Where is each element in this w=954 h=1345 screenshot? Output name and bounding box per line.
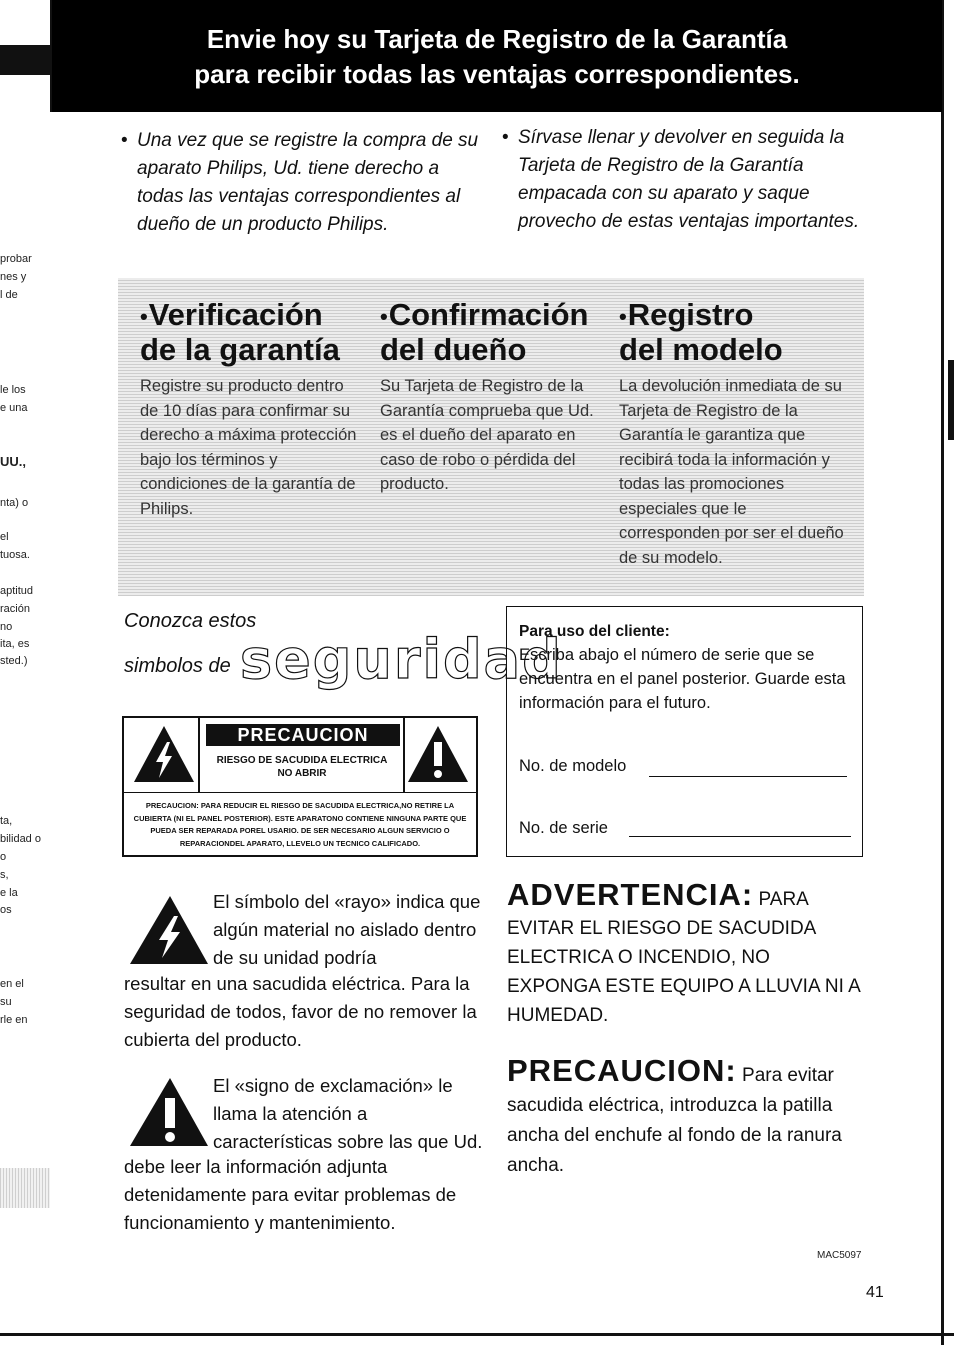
- header-banner: [52, 0, 942, 112]
- feature-text: La devolución inmediata de su Tarjeta de Registro de la Garantía le garantiza que recibirá toda la información y todas las promociones especiales que le corresponden por ser el dueño de su modelo.: [619, 377, 844, 567]
- feature-verificacion: [140, 298, 362, 521]
- page-number: 41: [866, 1284, 884, 1301]
- margin-fragment: o: [0, 851, 7, 863]
- rayo-text-head: El símbolo del «rayo» indica que algún material no aislado dentro de su unidad podría: [213, 891, 481, 968]
- intro-left-text: Una vez que se registre la compra de su aparato Philips, Ud. tiene derecho a todas las ventajas correspondientes al dueño de un producto Philips.: [137, 130, 479, 235]
- margin-fragment: nes y: [0, 271, 27, 283]
- serial-number-label: No. de serie: [519, 819, 608, 837]
- left-margin-fragments: [0, 0, 60, 1345]
- document-code: MAC5097: [817, 1250, 862, 1261]
- margin-fragment: e la: [0, 887, 18, 899]
- feature-title: •Verificación de la garantía: [140, 297, 340, 368]
- intro-right-text: Sírvase llenar y devolver en seguida la Tarjeta de Registro de la Garantía empacada con su aparato y saque provecho de estas ventajas importantes.: [518, 127, 860, 232]
- exclamation-triangle-icon: [126, 1076, 210, 1148]
- rayo-text-tail: resultar en una sacudida eléctrica. Para la seguridad de todos, favor de no remover la cubierta del producto.: [124, 973, 477, 1050]
- feature-title: •Confirmación del dueño: [380, 297, 589, 368]
- warning-label-top: [124, 718, 476, 793]
- bottom-rule: [0, 1333, 954, 1336]
- precaucion-word: PRECAUCION:: [507, 1053, 737, 1088]
- feature-confirmacion: [380, 298, 598, 497]
- lightning-triangle-icon: [132, 724, 196, 784]
- margin-fragment: rle en: [0, 1014, 28, 1026]
- margin-fragment: tuosa.: [0, 549, 30, 561]
- margin-fragment: e una: [0, 402, 28, 414]
- exclamacion-text-head: El «signo de exclamación» le llama la atención a características sobre las que Ud.: [213, 1075, 483, 1152]
- exclamation-triangle-icon: [406, 724, 470, 784]
- margin-fragment: sted.): [0, 655, 28, 667]
- customer-use-heading: Para uso del cliente:: [519, 623, 670, 640]
- margin-fragment: os: [0, 904, 12, 916]
- feature-registro: [619, 298, 844, 570]
- warning-label-subtitle: RIESGO DE SACUDIDA ELECTRICA NO ABRIR: [216, 755, 388, 779]
- customer-use-body: Escriba abajo el número de serie que se encuentra en el panel posterior. Guarde esta información para el futuro.: [519, 646, 846, 712]
- feature-text: Registre su producto dentro de 10 días para confirmar su derecho a máxima protección bajo los términos y condiciones de la garantía de Philips.: [140, 377, 357, 518]
- advertencia-text: PARA EVITAR EL RIESGO DE SACUDIDA ELECTRICA O INCENDIO, NO EXPONGA ESTE EQUIPO A LLUVIA NI A HUMEDAD.: [507, 889, 860, 1026]
- margin-fragment: su: [0, 996, 12, 1008]
- margin-fragment: no: [0, 621, 13, 633]
- bullet: •: [121, 130, 128, 151]
- margin-fragment: l de: [0, 289, 18, 301]
- model-number-label: No. de modelo: [519, 757, 627, 775]
- bullet: •: [502, 127, 509, 148]
- right-edge-mark: [948, 360, 954, 440]
- margin-fragment: ita, es: [0, 638, 30, 650]
- intro-left: [121, 127, 482, 239]
- advertencia-word: ADVERTENCIA:: [507, 877, 754, 912]
- margin-fragment: aptitud: [0, 585, 34, 597]
- margin-fragment: ta,: [0, 815, 13, 827]
- serial-number-line: [629, 836, 851, 837]
- margin-fragment: UU.,: [0, 454, 26, 469]
- precaucion-text: Para evitar sacudida eléctrica, introduzca la patilla ancha del enchufe al fondo de la ranura ancha.: [507, 1065, 842, 1176]
- margin-fragment: el: [0, 531, 9, 543]
- seguridad-outline-word: seguridad: [240, 628, 563, 691]
- advertencia-block: [507, 877, 867, 1030]
- label-divider: [403, 718, 405, 792]
- warning-label-title: PRECAUCION: [206, 724, 400, 746]
- margin-fragment: ración: [0, 603, 30, 615]
- warning-label-text: PRECAUCION: PARA REDUCIR EL RIESGO DE SACUDIDA ELECTRICA,NO RETIRE LA CUBIERTA (NI EL PANEL POSTERIOR). ESTE APARATONO CONTIENE NINGUNA PARTE QUE PUEDA SER REPARADA POREL USARIO. DE SER NECESARIO ALGUN SERVICIO O REPARACIONDEL APARATO, LLEVELO UN TECNICO CALIFICADO.: [133, 801, 467, 848]
- simbolos-text: simbolos de: [124, 655, 231, 677]
- right-page-edge: [941, 0, 944, 1345]
- margin-fragment: probar: [0, 253, 32, 265]
- margin-black-bar: [0, 45, 50, 75]
- margin-shaded-strip: [0, 1168, 50, 1208]
- exclamacion-text-tail: debe leer la información adjunta detenidamente para evitar problemas de funcionamiento y mantenimiento.: [124, 1156, 457, 1233]
- model-number-line: [649, 776, 847, 777]
- conozca-text: Conozca estos: [124, 610, 257, 632]
- margin-fragment: en el: [0, 978, 24, 990]
- margin-fragment: nta) o: [0, 497, 29, 509]
- warning-label: [122, 716, 478, 857]
- margin-fragment: s,: [0, 869, 9, 881]
- feature-title: •Registro del modelo: [619, 297, 783, 368]
- feature-text: Su Tarjeta de Registro de la Garantía comprueba que Ud. es el dueño del aparato en caso de robo o pérdida del producto.: [380, 377, 594, 494]
- banner-line-2: para recibir todas las ventajas correspondientes.: [194, 59, 800, 89]
- customer-use-box: [506, 606, 863, 857]
- lightning-triangle-icon: [126, 894, 210, 966]
- precaucion-block: [507, 1053, 867, 1181]
- margin-fragment: le los: [0, 384, 26, 396]
- intro-right: [502, 124, 863, 236]
- banner-line-1: Envie hoy su Tarjeta de Registro de la Garantía: [206, 24, 788, 54]
- margin-fragment: bilidad o: [0, 833, 41, 845]
